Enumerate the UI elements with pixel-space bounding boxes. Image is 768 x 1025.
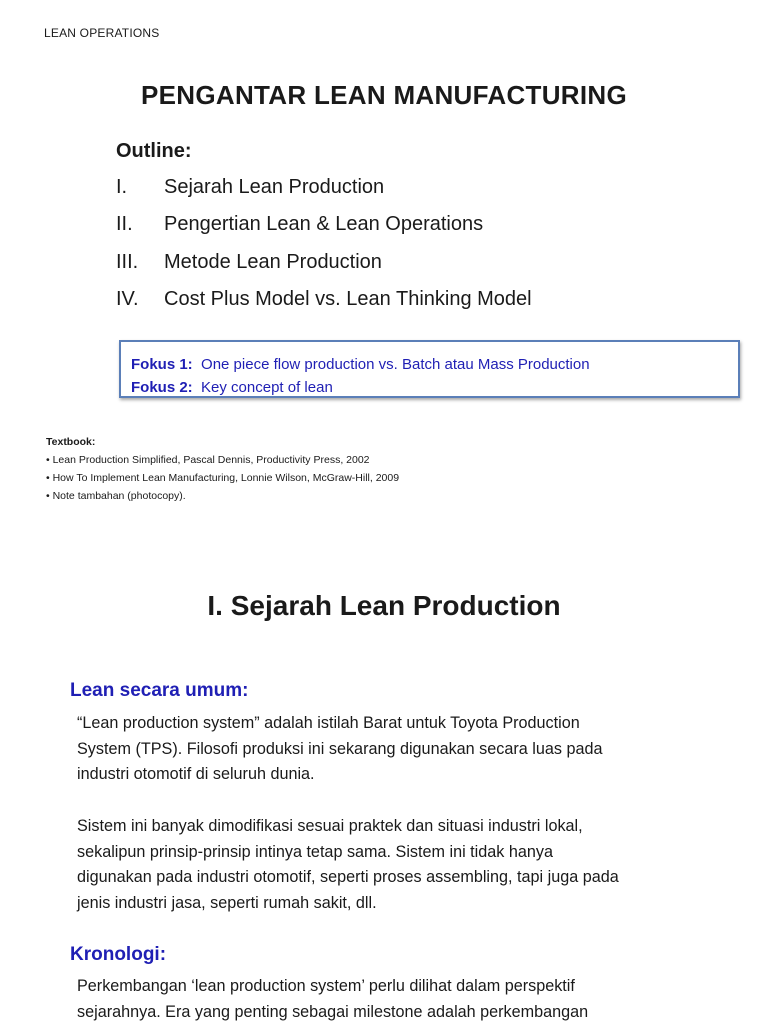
section-heading-lean-umum: Lean secara umum: [70, 680, 248, 702]
slide2-title: I. Sejarah Lean Production [0, 590, 768, 622]
textbook-item: • Lean Production Simplified, Pascal Dennis, Productivity Press, 2002 [46, 454, 370, 466]
slide1-title: PENGANTAR LEAN MANUFACTURING [0, 80, 768, 111]
focus-label: Fokus 2: [131, 379, 193, 396]
section-heading-kronologi: Kronologi: [70, 944, 166, 966]
paragraph-line: jenis industri jasa, seperti rumah sakit, dll. [77, 891, 619, 917]
paragraph-line: System (TPS). Filosofi produksi ini sekarang digunakan secara luas pada [77, 737, 602, 763]
document-header: LEAN OPERATIONS [44, 26, 159, 40]
textbook-item: • How To Implement Lean Manufacturing, Lonnie Wilson, McGraw-Hill, 2009 [46, 472, 399, 484]
paragraph-line: sekalipun prinsip-prinsip intinya tetap sama. Sistem ini tidak hanya [77, 840, 619, 866]
focus-line-1 [131, 356, 590, 373]
focus-text: One piece flow production vs. Batch atau Mass Production [201, 356, 590, 373]
textbook-item: • Note tambahan (photocopy). [46, 490, 186, 502]
outline-num: III. [116, 251, 164, 274]
outline-label: Outline: [116, 140, 192, 163]
outline-text: Metode Lean Production [164, 251, 382, 273]
focus-box [119, 340, 740, 398]
outline-item-4 [116, 288, 532, 311]
focus-label: Fokus 1: [131, 356, 193, 373]
textbook-label: Textbook: [46, 436, 95, 448]
paragraph-line: sejarahnya. Era yang penting sebagai milestone adalah perkembangan [77, 1000, 588, 1025]
paragraph-line: Perkembangan ‘lean production system’ perlu dilihat dalam perspektif [77, 974, 588, 1000]
paragraph-3 [77, 974, 588, 1025]
paragraph-line: Sistem ini banyak dimodifikasi sesuai praktek dan situasi industri lokal, [77, 814, 619, 840]
paragraph-1 [77, 711, 602, 788]
focus-text: Key concept of lean [201, 379, 333, 396]
outline-text: Cost Plus Model vs. Lean Thinking Model [164, 288, 532, 310]
outline-num: IV. [116, 288, 164, 311]
paragraph-line: industri otomotif di seluruh dunia. [77, 762, 602, 788]
outline-text: Pengertian Lean & Lean Operations [164, 213, 483, 235]
focus-line-2 [131, 379, 333, 396]
paragraph-line: digunakan pada industri otomotif, seperti proses assembling, tapi juga pada [77, 865, 619, 891]
outline-text: Sejarah Lean Production [164, 176, 384, 198]
outline-num: II. [116, 213, 164, 236]
paragraph-line: “Lean production system” adalah istilah Barat untuk Toyota Production [77, 711, 602, 737]
outline-item-3 [116, 251, 382, 274]
outline-num: I. [116, 176, 164, 199]
paragraph-2 [77, 814, 619, 916]
outline-item-1 [116, 176, 384, 199]
outline-item-2 [116, 213, 483, 236]
